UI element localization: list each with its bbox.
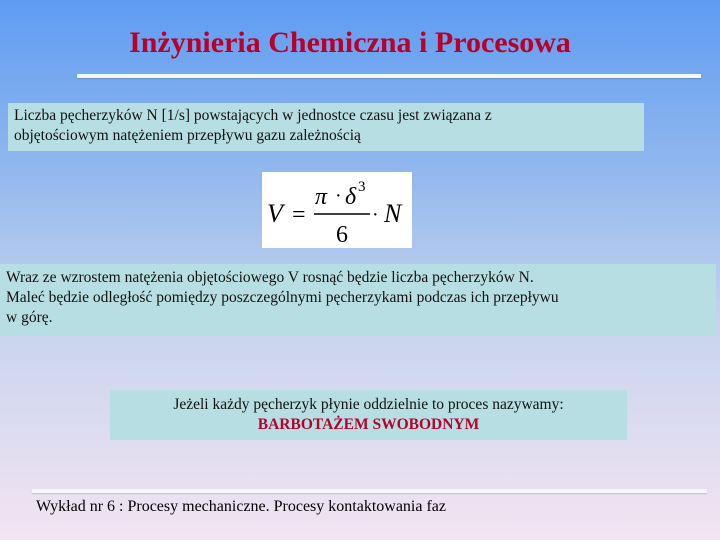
intro-line-1: Liczba pęcherzyków N [1/s] powstających w jednostce czasu jest związana z — [14, 107, 492, 124]
explanation-line-3: w górę. — [6, 309, 53, 326]
note-textbox — [110, 390, 627, 440]
formula-svg — [262, 172, 412, 248]
explanation-line-1: Wraz ze wzrostem natężenia objętościowego V rosnąć będzie liczba pęcherzyków N. — [6, 269, 534, 286]
footer-divider — [32, 489, 707, 493]
formula-rhs: N — [384, 199, 402, 228]
intro-textbox — [8, 103, 644, 151]
intro-line-2: objętościowym natężeniem przepływu gazu zależnością — [14, 127, 361, 144]
formula-denominator: 6 — [336, 222, 348, 248]
formula-dot-numerator: · — [335, 185, 342, 207]
formula-exponent: 3 — [358, 179, 366, 195]
formula-dot-times: · — [372, 204, 379, 226]
formula-pi: π — [315, 184, 328, 210]
footer-text: Wykład nr 6 : Procesy mechaniczne. Procesy kontaktowania faz — [36, 498, 446, 515]
formula-equals: = — [292, 202, 306, 228]
title-divider — [77, 74, 701, 78]
note-emphasis: BARBOTAŻEM SWOBODNYM — [257, 416, 480, 433]
formula-box — [262, 172, 412, 248]
note-line-1: Jeżeli każdy pęcherzyk płynie oddzielnie to proces nazywamy: — [173, 396, 564, 413]
formula-lhs: V — [267, 199, 283, 228]
explanation-textbox — [0, 264, 716, 336]
slide-title: Inżynieria Chemiczna i Procesowa — [129, 26, 571, 59]
formula-delta: δ — [345, 184, 357, 210]
explanation-line-2: Maleć będzie odległość pomiędzy poszczególnymi pęcherzykami podczas ich przepływu — [6, 289, 559, 306]
